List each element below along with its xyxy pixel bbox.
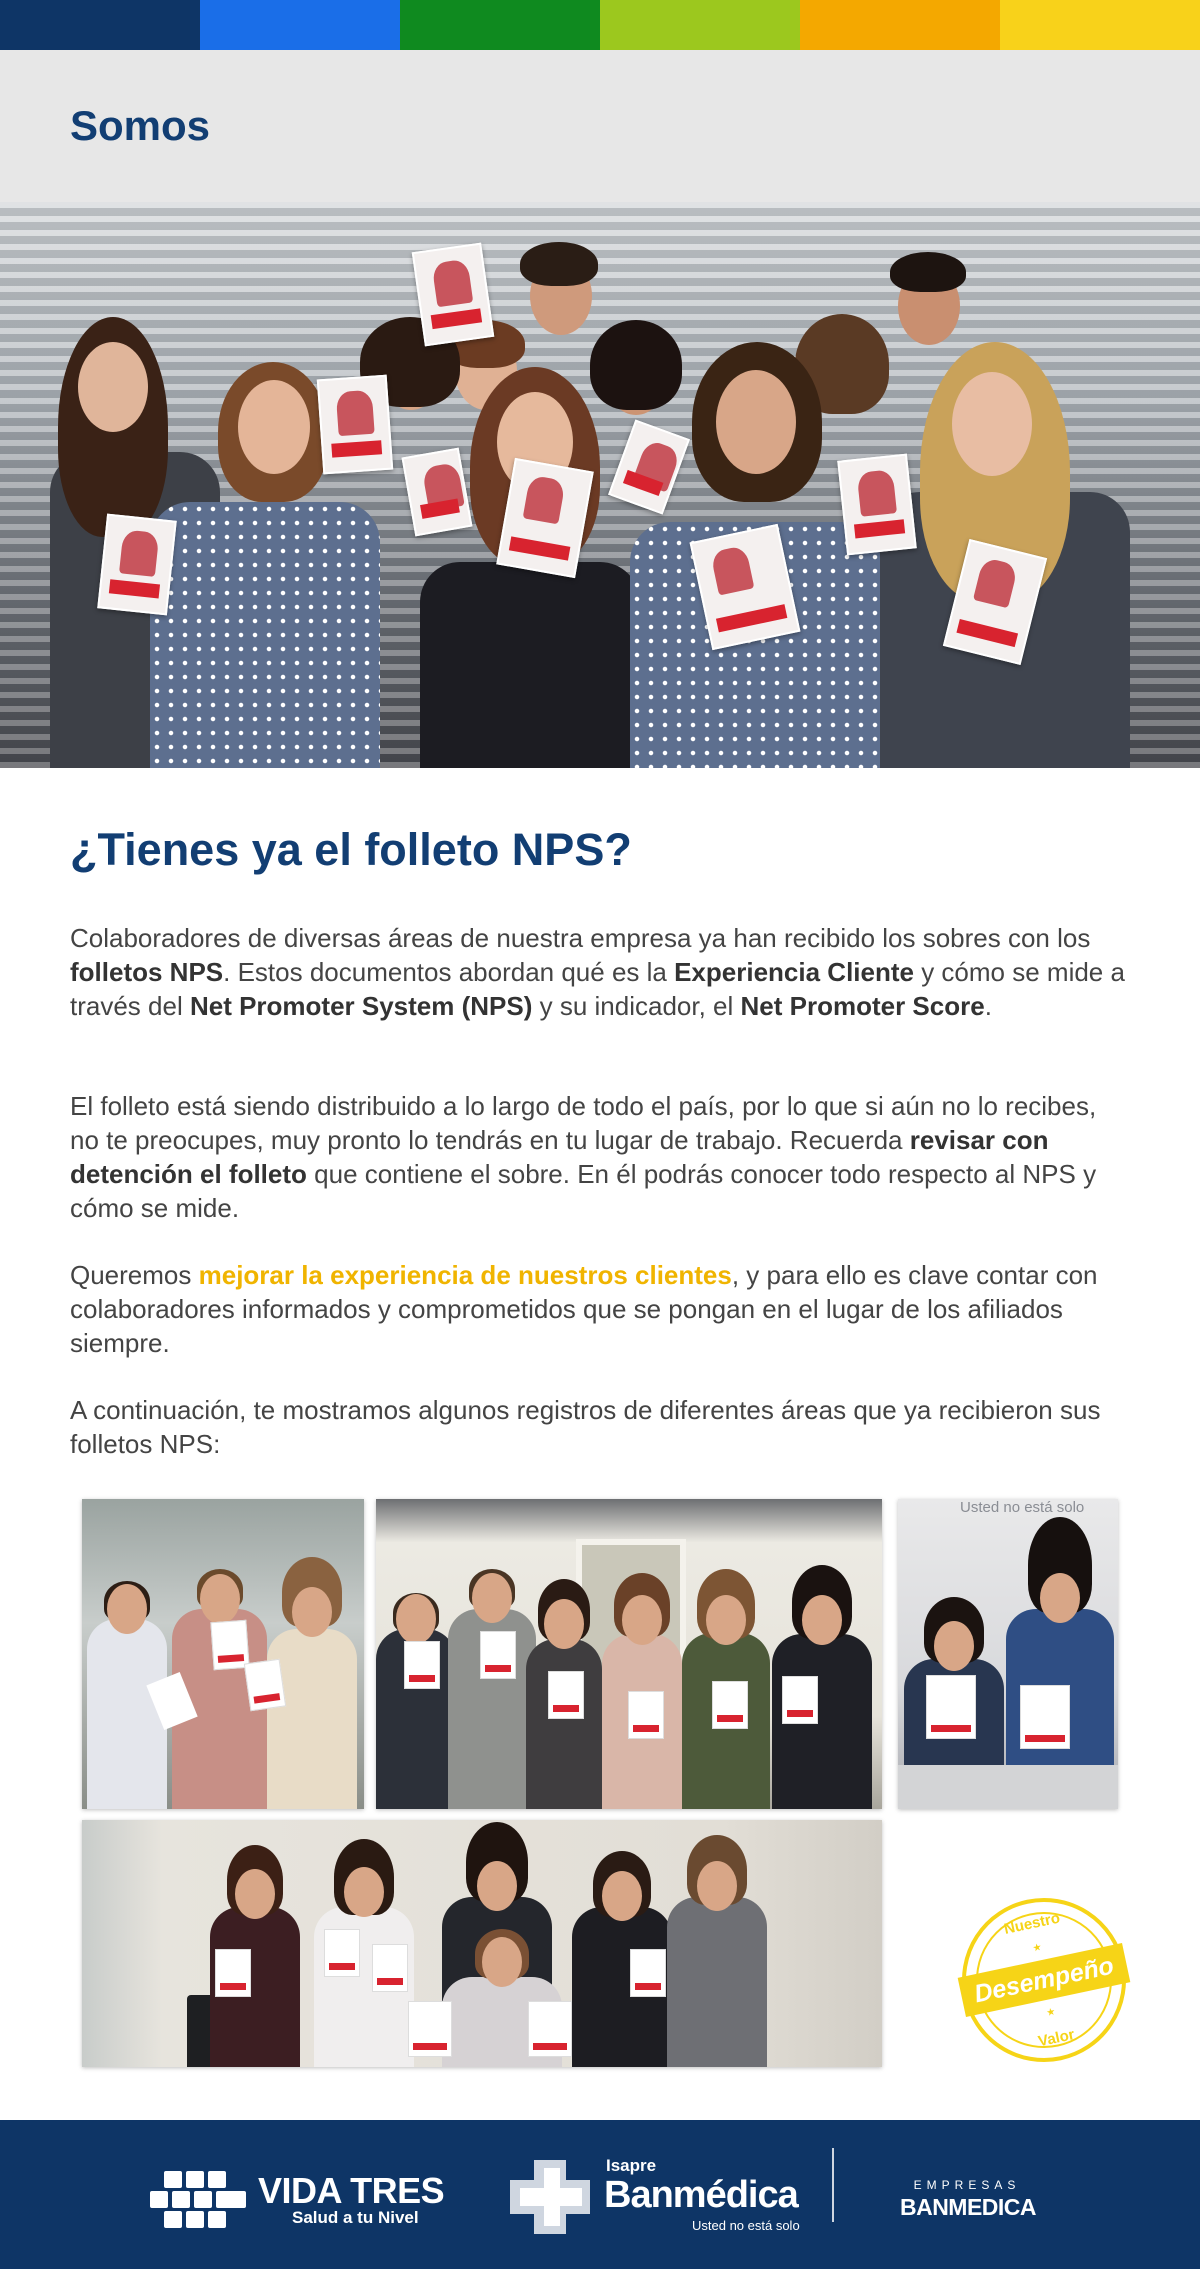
desk [898,1765,1118,1809]
person [376,1564,456,1809]
section-header [0,50,1200,202]
text: Colaboradores de diversas áreas de nuestra empresa ya han recibido los sobres con los [70,923,1091,953]
banmedica-logo-tagline: Usted no está solo [692,2218,800,2233]
vidatres-logo-title: VIDA TRES [258,2170,445,2211]
wall-text: Usted no está solo [960,1499,1085,1516]
person [772,1569,872,1809]
banmedica-logo-icon [504,2156,594,2238]
footer-divider [832,2148,834,2222]
vidatres-logo-icon [150,2171,246,2229]
section-title: Somos [70,102,211,149]
star-icon: ★ [1045,2006,1057,2020]
color-segment [1000,0,1200,50]
color-segment [800,0,1000,50]
vidatres-logo-subtitle: Salud a tu Nivel [292,2208,419,2227]
person-head [238,380,310,474]
paragraph-3 [70,1258,1130,1360]
bold-text: revisar con detención el folleto [70,1125,1049,1189]
person [572,1842,672,2067]
paragraph-2 [70,1089,1130,1225]
bold-text: Net Promoter System (NPS) [189,991,533,1021]
paragraph-1 [70,921,1130,1023]
empresas-logo-top: EMPRESAS [913,2178,1021,2192]
person [526,1574,602,1809]
person [210,1837,300,2067]
person [442,1917,562,2067]
brand-footer [0,2120,1200,2269]
empresas-logo-title: BANMEDICA [899,2194,1037,2220]
stamp-band: Desempeño [958,1943,1131,2017]
color-segment [0,0,200,50]
text: El folleto está siendo distribuido a lo largo de todo el país, por lo que si aún no lo recibes, no te preocupes, muy pronto lo tendrás en tu lugar de trabajo. Recuerda [70,1091,1097,1155]
person-hair [590,320,682,410]
nps-booklet [317,375,393,475]
person-hair [520,242,598,286]
person-hair [890,252,966,292]
person [667,1832,767,2067]
text: que contiene el sobre. En él podrás conocer todo respecto al NPS y cómo se mide. [70,1159,1097,1223]
text: . [984,991,992,1021]
text: y cómo se mide a través del [70,957,1125,1021]
photo-team-1 [82,1499,364,1809]
person [448,1544,536,1809]
person-head [716,370,796,474]
person [682,1569,770,1809]
nps-booklet [412,243,495,347]
stamp-top-text: Nuestro [1002,1909,1062,1938]
photo-team-2 [376,1499,882,1809]
nps-booklet [837,454,917,556]
text: y su indicador, el [532,991,741,1021]
color-segment [600,0,800,50]
person-head [78,342,148,432]
color-segment [200,0,400,50]
highlight-text: mejorar la experiencia de nuestros clientes [198,1260,732,1290]
person [602,1569,682,1809]
banmedica-logo-small: Isapre [606,2156,657,2175]
person-head [952,372,1032,476]
hero-group-photo [0,202,1200,768]
star-icon: ★ [1031,1941,1043,1955]
photo-team-4 [82,1820,882,2067]
stamp-bottom-text: Valor [1036,2026,1077,2051]
text: , y para ello es clave contar con colaboradores informados y comprometidos que se pongan en el lugar de los afiliados siempre. [70,1260,1098,1358]
nps-booklet [97,514,177,616]
text: . Estos documentos abordan qué es la [223,957,675,987]
person [267,1564,357,1809]
color-segment [400,0,600,50]
bold-text: Experiencia Cliente [674,957,914,987]
paragraph-4: A continuación, te mostramos algunos registros de diferentes áreas que ya recibieron sus folletos NPS: [70,1395,1101,1459]
text: Queremos [70,1260,199,1290]
article-heading: ¿Tienes ya el folleto NPS? [70,824,632,875]
bold-text: Net Promoter Score [740,991,985,1021]
bold-text: folletos NPS [70,957,224,987]
top-color-bar [0,0,1200,50]
person-shirt [420,562,640,768]
article-heading-block [70,820,1130,880]
person [314,1835,414,2067]
desempeno-stamp [947,1883,1142,2078]
person-shirt [150,502,380,768]
photo-team-3 [898,1499,1118,1809]
banmedica-logo-title: Banmédica [604,2174,798,2216]
